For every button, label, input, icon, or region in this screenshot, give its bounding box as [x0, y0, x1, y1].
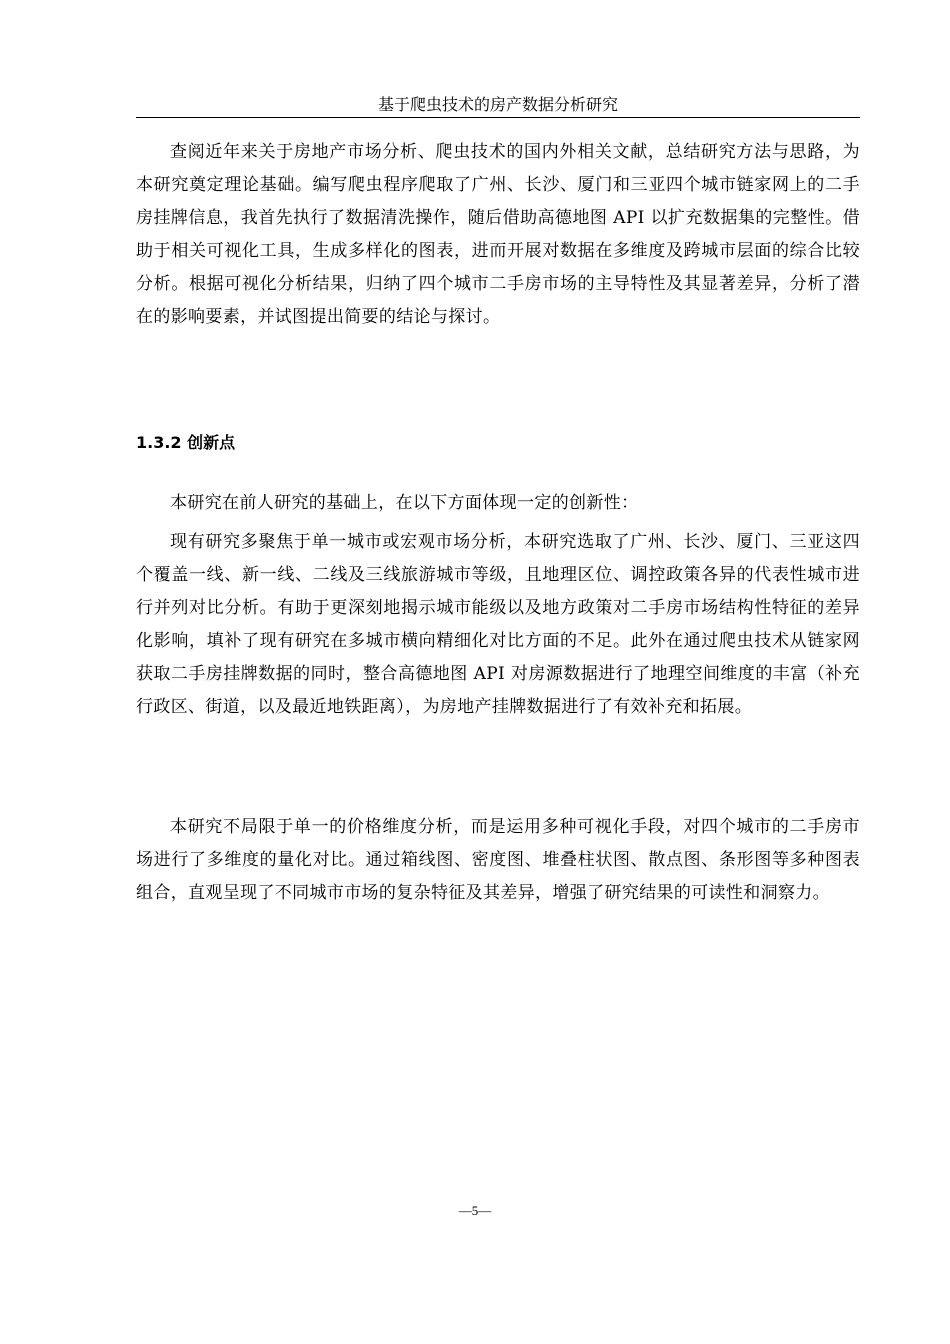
paragraph-innovation-intro: 本研究在前人研究的基础上，在以下方面体现一定的创新性： — [170, 493, 639, 513]
section-heading: 1.3.2 创新点 — [136, 433, 236, 452]
paragraph-research-methods: 查阅近年来关于房地产市场分析、爬虫技术的国内外相关文献，总结研究方法与思路，为本研究奠定理论基础。编写爬虫程序爬取了广州、长沙、厦门和三亚四个城市链家网上的二手房挂牌信息，我首先执行了数据清洗操作，随后借助高德地图 API 以扩充数据集的完整性。借助于相关可视化工具，生成多样化的图表，进而开展对数据在多维度及跨城市层面的综合比较分析。根据可视化分析结果，归纳了四个城市二手房市场的主导特性及其显著差异，分析了潜在的影响要素，并试图提出简要的结论与探讨。 — [136, 142, 860, 327]
header-rule — [136, 117, 860, 118]
running-header: 基于爬虫技术的房产数据分析研究 — [377, 95, 618, 114]
paragraph-innovation-visualization: 本研究不局限于单一的价格维度分析，而是运用多种可视化手段，对四个城市的二手房市场进行了多维度的量化对比。通过箱线图、密度图、堆叠柱状图、散点图、条形图等多种图表组合，直观呈现了不同城市市场的复杂特征及其差异，增强了研究结果的可读性和洞察力。 — [136, 817, 860, 903]
paragraph-innovation-multicity: 现有研究多聚焦于单一城市或宏观市场分析，本研究选取了广州、长沙、厦门、三亚这四个覆盖一线、新一线、二线及三线旅游城市等级，且地理区位、调控政策各异的代表性城市进行并列对比分析。有助于更深刻地揭示城市能级以及地方政策对二手房市场结构性特征的差异化影响，填补了现有研究在多城市横向精细化对比方面的不足。此外在通过爬虫技术从链家网获取二手房挂牌数据的同时，整合高德地图 API 对房源数据进行了地理空间维度的丰富（补充行政区、街道，以及最近地铁距离），为房地产挂牌数据进行了有效补充和拓展。 — [136, 532, 860, 717]
page-number: —5— — [458, 1203, 492, 1218]
